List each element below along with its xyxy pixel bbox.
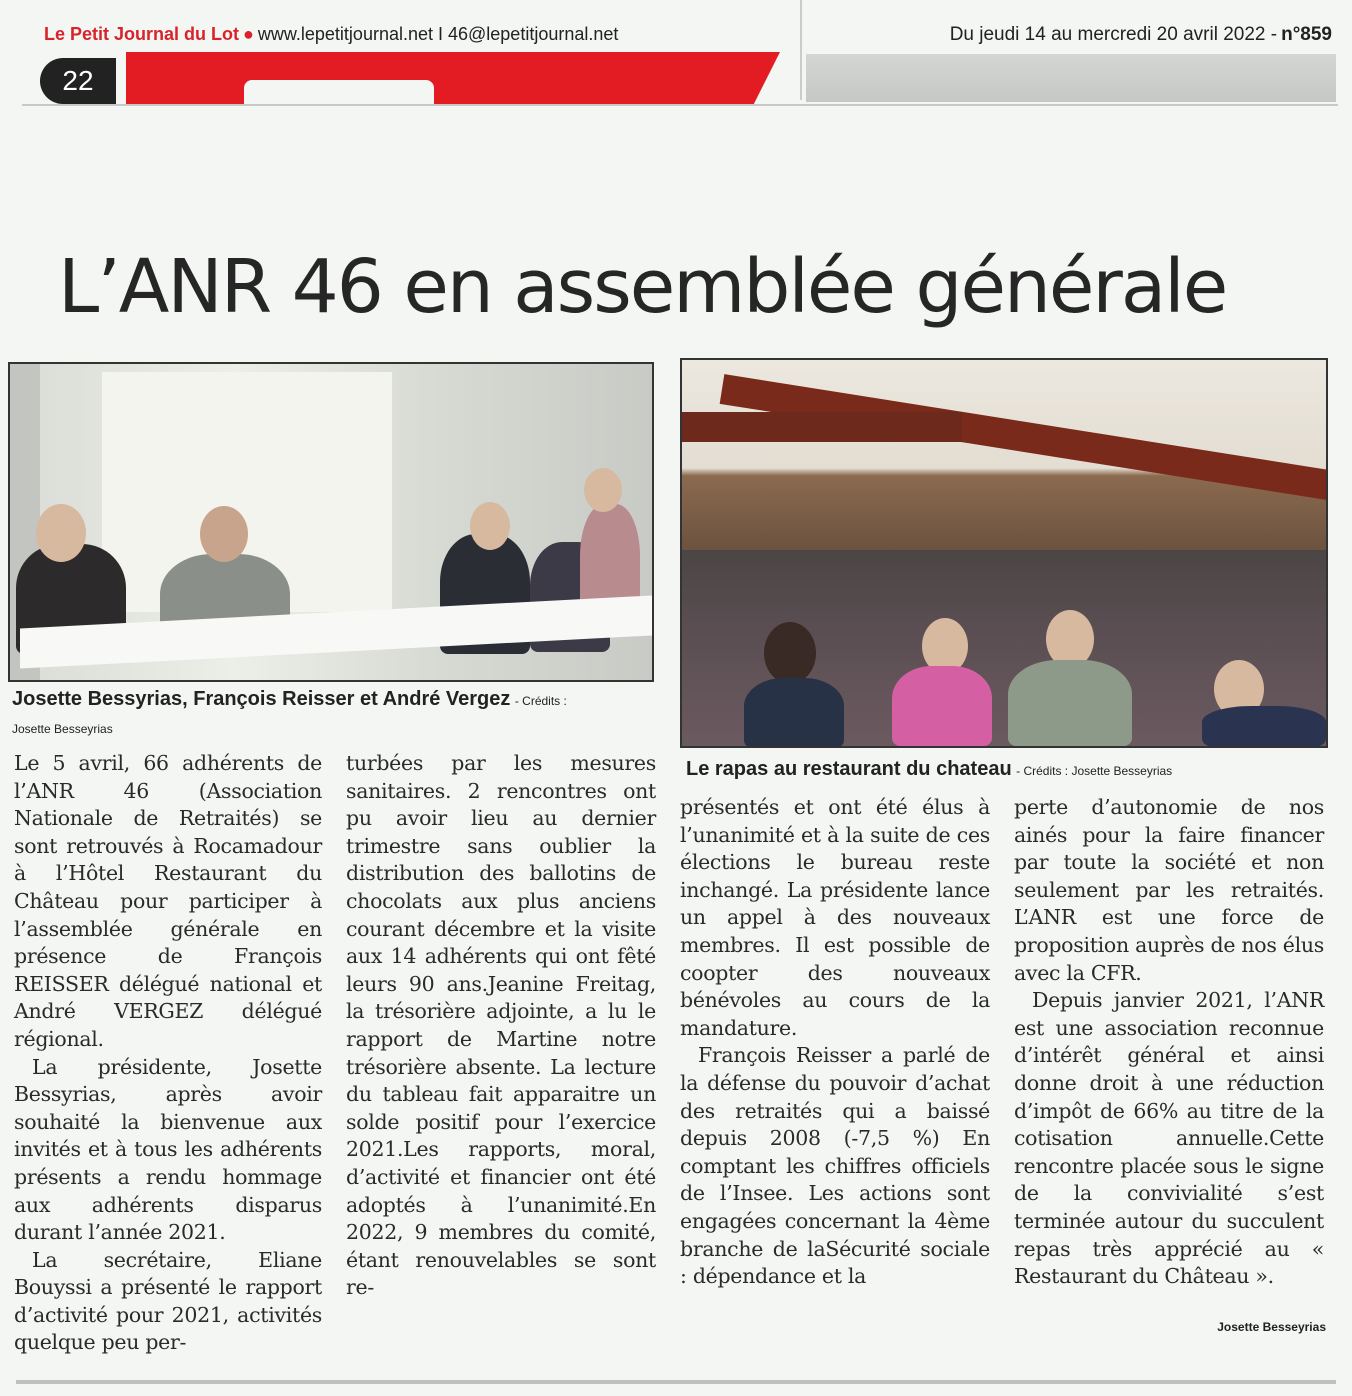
article-column-1 — [14, 750, 322, 1357]
photo-person — [744, 678, 844, 748]
dateline — [950, 24, 1332, 46]
page-header — [0, 0, 1352, 110]
photo-ceiling-beam — [682, 412, 962, 442]
photo-person-head — [584, 468, 622, 512]
photo-restaurant-hall — [680, 358, 1328, 748]
article-column-2 — [346, 750, 656, 1302]
newspaper-name: Le Petit Journal du Lot — [44, 24, 240, 44]
header-rule — [22, 104, 1338, 106]
header-grey-band — [806, 54, 1336, 102]
photo-right-caption — [686, 758, 1172, 781]
article-paragraph: Depuis janvier 2021, l’ANR est une association reconnue d’intérêt général et ainsi donne droit à une réduction d’impôt de 66% au titre de la cotisation annuelle.Cette rencontre placée sous le signe de la convivialité s’est terminée autour du succulent repas très apprécié au « Restaurant du Château ». — [1014, 988, 1324, 1289]
article-paragraph: François Reisser a parlé de la défense du pouvoir d’achat des retraités qui a baissé depuis 2008 (-7,5 %) En comptant les chiffres officiels de l’Insee. Les actions sont engagées concernant la 4ème branche de laSécurité sociale : dépendance et la — [680, 1043, 990, 1289]
photo-left-credit-label: - Crédits : — [514, 694, 567, 708]
photo-meeting-table — [8, 362, 654, 682]
article-signature: Josette Besseyrias — [1217, 1320, 1326, 1334]
bullet-icon: ● — [243, 24, 254, 44]
photo-person-head — [764, 622, 816, 684]
issue-number: n°859 — [1281, 24, 1332, 45]
section-color-band — [126, 52, 780, 104]
article-column-3 — [680, 794, 990, 1291]
website-contact: www.lepetitjournal.net I 46@lepetitjournal.net — [257, 24, 619, 44]
header-divider — [800, 0, 802, 100]
photo-person-head — [470, 502, 510, 550]
photo-left-caption-text: Josette Bessyrias, François Reisser et André Vergez — [12, 688, 511, 710]
photo-right-caption-text: Le rapas au restaurant du chateau — [686, 758, 1012, 780]
page-number-badge: 22 — [40, 58, 116, 104]
article-paragraph: perte d’autonomie de nos ainés pour la faire financer par toute la société et non seulement par les retraités. L’ANR est une force de proposition auprès de nos élus avec la CFR. — [1014, 795, 1324, 985]
photo-person — [1008, 660, 1132, 746]
issue-dates: Du jeudi 14 au mercredi 20 avril 2022 - — [949, 24, 1278, 45]
masthead — [44, 24, 618, 45]
photo-left-credit-name: Josette Besseyrias — [12, 722, 113, 736]
article-paragraph: La secrétaire, Eliane Bouyssi a présenté le rapport d’activité pour 2021, activités quelque peu per- — [14, 1247, 322, 1355]
article-paragraph: La présidente, Josette Bessyrias, après avoir souhaité la bienvenue aux invités et à tous les adhérents présents a rendu hommage aux adhérents disparus durant l’année 2021. — [14, 1054, 322, 1245]
photo-person-head — [36, 504, 86, 562]
band-notch-shape — [244, 80, 434, 104]
article-paragraph: présentés et ont été élus à l’unanimité et à la suite de ces élections le bureau reste inchangé. La présidente lance un appel à des nouveaux membres. Il est possible de coopter des nouveaux bénévoles au cours de la mandature. — [680, 795, 990, 1040]
article-column-4 — [1014, 794, 1324, 1291]
article-headline: L’ANR 46 en assemblée générale — [58, 244, 1227, 330]
photo-right-credit: - Crédits : Josette Besseyrias — [1016, 764, 1173, 778]
bottom-rule — [16, 1380, 1336, 1384]
article-paragraph: turbées par les mesures sanitaires. 2 rencontres ont pu avoir lieu au dernier trimestre sans oublier la distribution des ballotins de chocolats aux plus anciens courant décembre et la visite aux 14 adhérents qui ont fêté leurs 90 ans.Jeanine Freitag, la trésorière adjointe, a lu le rapport de Martine notre trésorière absente. La lecture du tableau fait apparaitre un solde positif pour l’exercice 2021.Les rapports, moral, d’activité et financier ont été adoptés à l’unanimité.En 2022, 9 membres du comité, étant renouvelables se sont re- — [346, 751, 656, 1300]
photo-person — [1202, 706, 1326, 746]
article-paragraph: Le 5 avril, 66 adhérents de l’ANR 46 (Association Nationale de Retraités) se sont retrouvés à Rocamadour à l’Hôtel Restaurant du Château pour participer à l’assemblée générale en présence de François REISSER délégué national et André VERGEZ délégué régional. — [14, 751, 322, 1051]
photo-left-caption — [12, 688, 662, 711]
photo-person — [892, 666, 992, 746]
photo-person-head — [200, 506, 248, 562]
